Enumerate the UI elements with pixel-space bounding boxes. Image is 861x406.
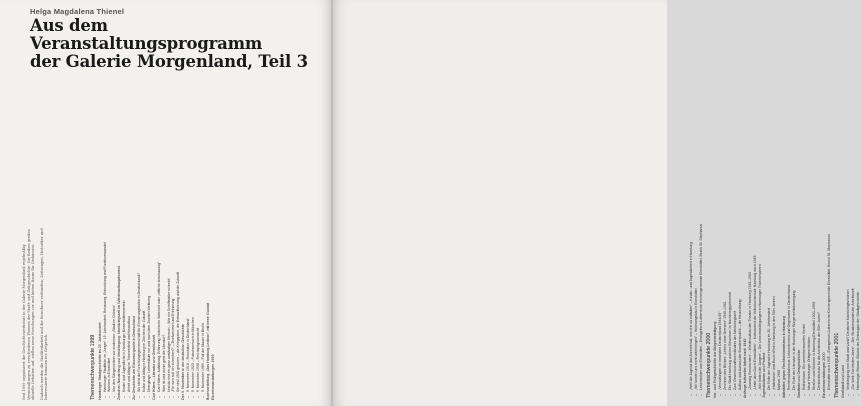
program-item: – Eimsbüttel nach 1945 – Evangelisch-Lutherische Kirchengemeinde Eimsbüttel, Bezirk St. Stephanus [827,98,832,398]
program-item: – Wohnen in Eimsbüttel [107,80,112,400]
program-item: – Verdrängung von Stadt und Land? Deutsche Nachkriegsvisionen [846,98,851,398]
subsection-heading: Der 9. November in der deutschen Geschichte [181,324,186,400]
author-name: Helga Magdalena Thienel [30,7,125,16]
title-line-2: der Galerie Morgenland, Teil 3 [30,52,308,71]
subsection-heading: Zur Geschichte der Erinnerungsorte in Deutschland [132,315,137,400]
program-item: – Und du bist ein ganz anständiger Mensch – Wie ein Schriftsteller schreibt [167,80,172,400]
subsection-heading: Aktivitäten gegen Rechtsextremismus in Hamburg [782,316,787,398]
program-item: – Mythos 1968 [777,98,782,398]
left-page [0,0,331,406]
program-item: – Kinder und Jugendliche in Hamburger Nissenhüttenvierteln [122,80,127,400]
subsection-heading: Anfänge kultureller Arbeit nach 1945 [742,338,747,398]
intro-paragraph: Seit 1999 organisiert die Geschichtswerkstatt in der Galerie Morgenland regelmäßig Veranstaltungen zu verschiedenen Themen der Stadt- und Zeitgeschichte. Die Reihen greifen aktuelle Debatten auf, stellen neue Forschungen vor und bieten Raum für Diskussion. [22,229,36,400]
intro-text [22,220,53,400]
section-heading: Themenschwerpunkte 2001 [833,332,840,398]
program-item: – Was ist und wohin geht die Literatur? [162,80,167,400]
program-item: – Rechtsradikalismus: Lebensformen und Gegenwehr in Deutschland [787,98,792,398]
program-item: – Zum Gewerkschaftsverständnis der Nachkriegszeit [733,98,738,398]
section-heading: Themenschwerpunkte 2000 [705,332,712,398]
program-item: – „Halbstarke“ und Rock’n’Roll in Hamburg in den 50er Jahren [772,98,777,398]
program-item: – 9. November 1918 – Revolution in Deutschland [186,80,191,400]
subsection-heading: Einzelveranstaltungen 2000 [821,352,826,398]
program-item: – „Unter dem Dach Eimsbüttels“ – Kulturarbeit der Volkshochschule Hamburg nach 1945 [753,98,758,398]
program-item: – „Weil die Jugend das Anrecht hat, sich frei zu entfalten“ – Kinder- und Jugendarbeit in Hamburg [689,98,694,398]
program-item: – Übergänge: Lebensläufe vor und nach dem Zweiten Weltkrieg [147,80,152,400]
program-item: – Lebensbilder aus Eimsbüttel – Evangelisch-Lutherische Kirchengemeinde Eimsbüttel, Bezirk St. Stephanus [699,98,704,398]
program-item: – „Verwaltungen im besetzten Deutschland 1944/45“ [718,98,723,398]
program-item: – Sie sind 1900 geboren – die Kriegsjahre, die Entnazifizierung und die Zukunft [176,80,181,400]
program-item: – Die Rolle der Jugend in Hamburg im 20. Jahrhundert [767,98,772,398]
subsection-heading: Stadtteile und Ortsgeschichte [797,349,801,398]
subsection-heading: Hamburger Stadtgeschichte im 20. Jahrhundert [97,322,102,400]
program-item: – Wo steht die Forschungsgemeinschaft für Erinnerungskultur in Deutschland? [137,80,142,400]
subsection-heading: Großstadt und Land [841,365,846,398]
program-item: – „Für wen soll ich schreiben?“ – Briefwechsel und Erinnerung [171,80,176,400]
article-title [30,17,320,71]
subsection-heading: Buchvorstellung: „Das Hamburg-Lexikon“, mit Irene Guddat [205,303,210,400]
program-column-left [88,80,216,400]
program-item: – „Zur Welt: Die letzten Jahre“ – Der Strukturwandel der Arbeitswelt [851,98,856,398]
program-item: – Die Rolle der Literatur in der Hamburger Bürgerrechtsbewegung [792,98,797,398]
subsection-heading: Vor- und Frühgeschichte der Bürgerbeteiligung [713,321,718,398]
section-heading: Themenschwerpunkte 1999 [90,334,96,400]
program-item: – Denkmalschutz für die Architektur der 60er Jahre? [817,98,822,398]
subsection-heading: Carl Hüters – Literatur und Gesellschaft [151,335,156,400]
program-item: – Carl Hüters: Aufklärung, Erfahrung, historische Wahrheit oder „sittliche Anschauung“ [157,80,162,400]
program-item: – Straßen und Wohnen in Hamburg-Eimsbüttel 1900–1968 [812,98,817,398]
program-item: – Hamburger Stadtteile im „Junger“ 19. Jahrhundert, Bebauung, Entwicklung und Funktionswandel [103,80,108,400]
program-item: – Rotherbaum: Ein bemerkenswertes Viertel [802,98,807,398]
right-page [333,0,860,406]
program-item: – Aufbau und Ausbau der Bundesrepublik – die Neuordnung [738,98,743,398]
program-item: – „Wie lebten die Jungen“ – Die Lebensbedingungen in Hamburger Trümmerjahren [758,98,763,398]
program-item: – Arbeit und Alltag im Trümmerfeld und Neuaufbau [127,80,132,400]
title-line-1: Aus dem Veranstaltungsprogramm [30,16,263,53]
program-item: – „Zwanzig Geschichten“ – Wiederaufbau der Theater in Hamburg 1945–1960 [748,98,753,398]
subsection-heading: Jugendkulturen und Protest [762,352,767,398]
program-column-right [689,98,861,398]
program-item: – Neue Hamburger Ortsgeschichten [807,98,812,398]
subsection-heading: Einzelveranstaltungen 1999 [210,354,215,400]
program-item: – 9. November 1923 – Putschversuch in München [191,80,196,400]
intro-paragraph: Dadurch werden die Stadtteilarbeit und die Bewohner verbunden; Zeitzeugen, Historiker und Interessierte kommen ins Gespräch. [39,228,49,400]
program-item: – Kultur und Alltag in Hamburg im Zeichen der Zukunft [142,80,147,400]
program-item: – Zeichnen des Blickes: „Leben ohne Grenzen“ 1945–1961 [723,98,728,398]
program-item: – 9. November 1989 – Fall der Mauer in Berlin [201,80,206,400]
program-item: – 9. November 1938 – Reichspogromnacht [196,80,201,400]
program-item: – Die Stadt Hamburg und ihre Bewohner im Nachkriegsjahrzehnt [728,98,733,398]
subsection-heading: Zwischen Neuanfang und Verdrängung: Nachkriegszeit im Wiederaufbaujahrzehnt [117,265,122,400]
program-item: – „Wir lassen uns nicht unterkriegen“ – Wohnungsbau in Eimsbüttel [694,98,699,398]
program-item: – Von den Gängevierteln zur modernen „Stadt im Grünen“ [112,80,117,400]
program-item: – Hamburger Bäume: Bäume als Zeitzeugen der Stadtgeschichte [856,98,861,398]
